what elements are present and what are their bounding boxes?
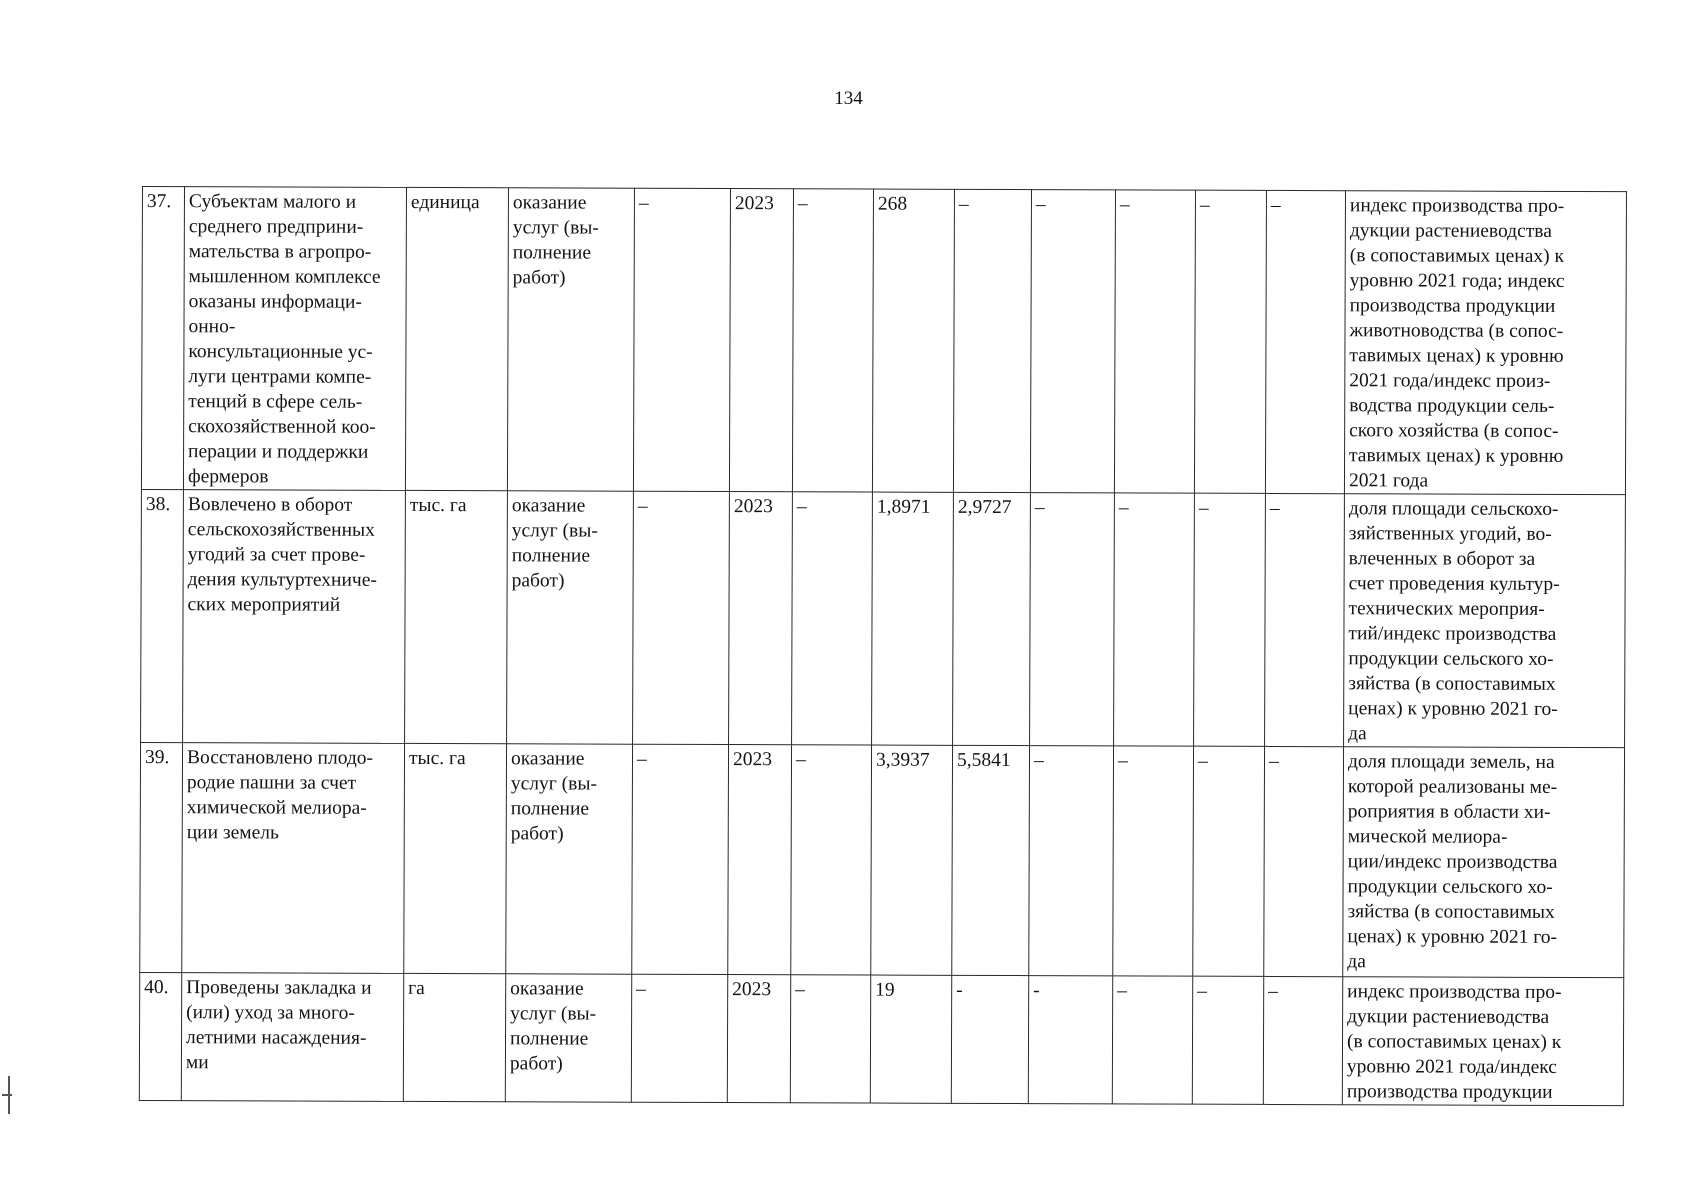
- value-cell: 19: [870, 975, 951, 1103]
- result-type: оказание услуг (вы- полнение работ): [507, 188, 634, 491]
- unit-cell: единица: [405, 187, 508, 490]
- indicators-table: [139, 186, 1627, 1106]
- linked-indicator: индекс производства про- дукции растениеводства (в сопоставимых ценах) к уровню 2021 года; индекс производства продукции животноводства (в сопос- тавимых ценах) к уровню 2021 года/индекс произ- водства продукции сель- ского хозяйства (в сопос- тавимых ценах) к уровню 2021 года: [1344, 191, 1626, 495]
- result-name: Субъектам малого и среднего предприни- мательства в агропро- мышленном комплексе оказаны информаци- онно- консультационные ус- луги центрами компе- тенций в сфере сель- скохозяйственной коо- перации и поддержки фермеров: [183, 187, 406, 491]
- value-cell: –: [1114, 493, 1195, 746]
- scan-edge-mark: [2, 1094, 12, 1096]
- value-cell: –: [633, 491, 730, 744]
- value-cell: –: [791, 745, 872, 975]
- value-cell: –: [1114, 190, 1195, 493]
- linked-indicator: доля площади земель, на которой реализованы ме- роприятия в области хи- мической мелиора- ции/индекс производства продукции сельского хо- зяйства (в сопоставимых ценах) к уровню 2021 го- да: [1343, 747, 1625, 978]
- result-type: оказание услуг (вы- полнение работ): [505, 974, 631, 1102]
- value-cell: –: [1265, 190, 1345, 493]
- value-cell: –: [631, 974, 727, 1102]
- value-cell: –: [792, 492, 873, 745]
- row-number: 40.: [139, 972, 181, 1100]
- value-cell: –: [1113, 746, 1194, 976]
- result-name: Проведены закладка и (или) уход за много- летними насаждения- ми: [181, 973, 403, 1102]
- value-cell: –: [1263, 976, 1342, 1104]
- year-cell: 2023: [727, 975, 790, 1103]
- year-cell: 2023: [729, 189, 793, 492]
- value-cell: –: [1192, 976, 1263, 1104]
- result-name: Восстановлено плодо- родие пашни за счет химической мелиора- ции земель: [182, 743, 405, 974]
- result-type: оказание услуг (вы- полнение работ): [506, 744, 633, 974]
- table-row: [141, 187, 1626, 495]
- year-cell: 2023: [729, 492, 793, 745]
- value-cell: -: [951, 975, 1028, 1103]
- value-cell: –: [1112, 976, 1192, 1104]
- value-cell: –: [1264, 746, 1344, 976]
- value-cell: –: [1193, 746, 1265, 976]
- table-row: [140, 742, 1625, 977]
- row-number: 38.: [141, 489, 184, 742]
- table-row: [139, 972, 1623, 1105]
- result-name: Вовлечено в оборот сельскохозяйственных угодий за счет прове- дения культуртехниче- ских мероприятий: [183, 490, 406, 744]
- value-cell: –: [632, 744, 729, 974]
- row-number: 39.: [140, 742, 183, 972]
- value-cell: 2,9727: [953, 492, 1031, 745]
- unit-cell: тыс. га: [404, 743, 507, 973]
- value-cell: –: [953, 189, 1031, 492]
- value-cell: -: [1028, 976, 1112, 1104]
- result-type: оказание услуг (вы- полнение работ): [507, 491, 634, 744]
- value-cell: –: [1194, 493, 1266, 746]
- value-cell: 268: [872, 189, 954, 492]
- page-number: 134: [834, 88, 863, 109]
- value-cell: 3,3937: [871, 745, 953, 975]
- value-cell: –: [633, 188, 730, 491]
- linked-indicator: доля площади сельскохо- зяйственных угодий, во- влеченных в оборот за счет проведения культур- технических мероприя- тий/индекс производства продукции сельского хо- зяйства (в сопоставимых ценах) к уровню 2021 го- да: [1344, 494, 1626, 748]
- value-cell: 5,5841: [952, 745, 1030, 975]
- value-cell: 1,8971: [872, 492, 954, 745]
- value-cell: –: [790, 975, 870, 1103]
- value-cell: –: [1265, 493, 1345, 746]
- unit-cell: тыс. га: [405, 490, 508, 743]
- row-number: 37.: [141, 187, 184, 490]
- table-row: [141, 489, 1626, 747]
- linked-indicator: индекс производства про- дукции растениеводства (в сопоставимых ценах) к уровню 2021 года/индекс производства продукции: [1342, 977, 1623, 1106]
- value-cell: –: [1194, 190, 1266, 493]
- value-cell: –: [1030, 190, 1115, 493]
- value-cell: –: [1029, 746, 1114, 976]
- unit-cell: га: [403, 973, 505, 1101]
- value-cell: –: [1030, 493, 1115, 746]
- value-cell: –: [792, 189, 873, 492]
- year-cell: 2023: [728, 745, 792, 975]
